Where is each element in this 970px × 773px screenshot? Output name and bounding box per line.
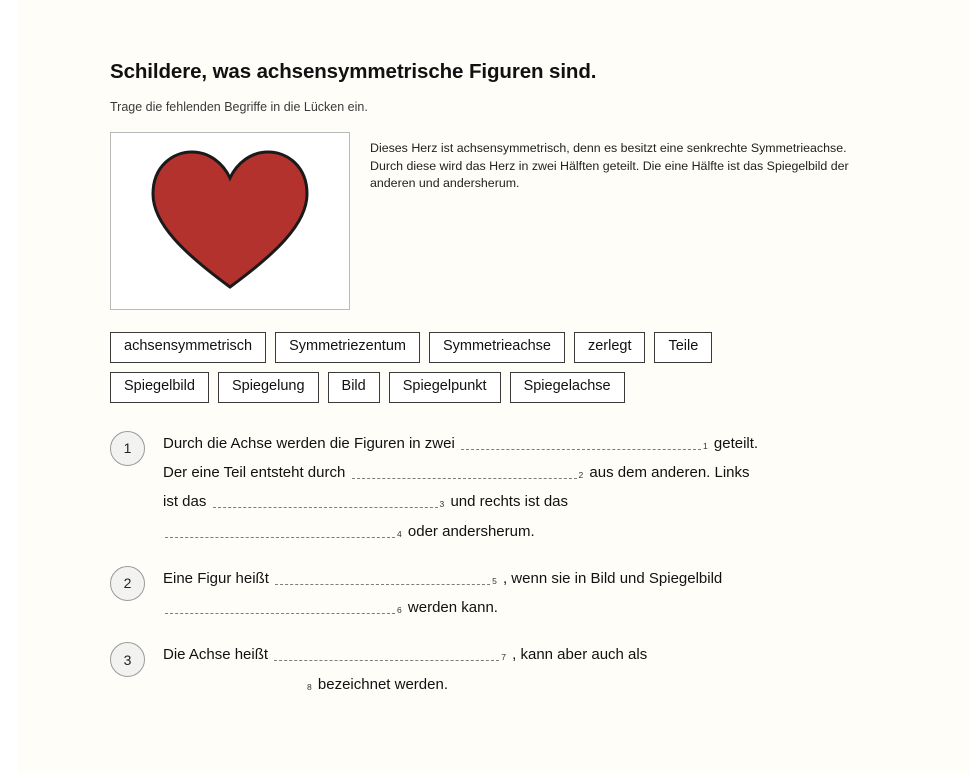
- word-chip[interactable]: Symmetrieachse: [429, 332, 565, 363]
- figure-caption-line-2: Durch diese wird das Herz in zwei Hälften geteilt. Die eine Hälfte ist das Spiegelbild der anderen und andersherum.: [370, 158, 849, 191]
- word-chip[interactable]: Spiegelpunkt: [389, 372, 501, 403]
- blank-index-label: 2: [578, 470, 584, 481]
- word-bank: [110, 332, 870, 403]
- task-text: [163, 640, 647, 699]
- red-heart-shape-icon: [145, 144, 315, 299]
- task-text-segment: ist das: [163, 493, 207, 511]
- task-item: [110, 564, 870, 623]
- figure-caption-line-1: Dieses Herz ist achsensymmetrisch, denn es besitzt eine senkrechte Symmetrieachse.: [370, 141, 847, 155]
- task-text-segment: Durch die Achse werden die Figuren in zwei: [163, 434, 455, 452]
- task-text-segment: Der eine Teil entsteht durch: [163, 464, 346, 482]
- word-chip[interactable]: achsensymmetrisch: [110, 332, 266, 363]
- word-chip[interactable]: Spiegelung: [218, 372, 319, 403]
- word-chip[interactable]: zerlegt: [574, 332, 646, 363]
- blank-index-label: 6: [397, 605, 402, 616]
- word-chip[interactable]: Symmetriezentum: [275, 332, 420, 363]
- task-text: [163, 564, 722, 623]
- word-bank-row: [110, 372, 870, 403]
- word-chip[interactable]: Spiegelbild: [110, 372, 209, 403]
- blank-index-label: 8: [307, 681, 312, 692]
- word-chip[interactable]: Spiegelachse: [510, 372, 625, 403]
- blank-index-label: 1: [703, 440, 708, 451]
- page-left-margin: [0, 0, 18, 773]
- heart-figure-box: [110, 132, 350, 310]
- fill-in-blank[interactable]: [275, 570, 490, 585]
- task-text-segment: werden kann.: [407, 599, 498, 617]
- task-text-segment: bezeichnet werden.: [317, 675, 448, 693]
- figure-section: [110, 132, 870, 310]
- task-text-segment: , kann aber auch als: [512, 646, 648, 664]
- task-text-segment: geteilt.: [713, 434, 759, 452]
- figure-caption: [370, 132, 850, 193]
- fill-in-blank[interactable]: [461, 435, 701, 450]
- task-number-badge: 3: [110, 642, 145, 677]
- task-text-segment: oder andersherum.: [407, 522, 535, 540]
- word-bank-row: [110, 332, 870, 363]
- fill-in-blank[interactable]: [213, 493, 438, 508]
- word-chip[interactable]: Teile: [654, 332, 712, 363]
- task-text-segment: Eine Figur heißt: [163, 569, 269, 587]
- worksheet-content: [110, 60, 870, 699]
- fill-in-blank[interactable]: [165, 599, 395, 614]
- page-title: Schildere, was achsensymmetrische Figuren sind.: [110, 60, 597, 83]
- task-text-segment: , wenn sie in Bild und Spiegelbild: [502, 569, 723, 587]
- task-text: [163, 429, 758, 546]
- task-number-badge: 2: [110, 566, 145, 601]
- blank-index-label: 4: [397, 528, 402, 539]
- task-item: [110, 429, 870, 546]
- fill-in-blank[interactable]: [352, 464, 577, 479]
- blank-index-label: 3: [439, 499, 445, 510]
- fill-in-blank[interactable]: [165, 523, 395, 538]
- task-text-segment: und rechts ist das: [450, 493, 568, 511]
- task-item: [110, 640, 870, 699]
- task-number-badge: 1: [110, 431, 145, 466]
- blank-index-label: 5: [492, 575, 497, 586]
- blank-index-label: 7: [501, 652, 506, 663]
- worksheet-sheet: [18, 0, 970, 773]
- task-list: [110, 429, 870, 699]
- task-text-segment: aus dem anderen. Links: [589, 464, 750, 482]
- task-text-segment: Die Achse heißt: [163, 646, 269, 664]
- word-chip[interactable]: Bild: [328, 372, 380, 403]
- fill-in-blank[interactable]: [274, 646, 499, 661]
- page-subtitle: Trage die fehlenden Begriffe in die Lücken ein.: [110, 100, 368, 114]
